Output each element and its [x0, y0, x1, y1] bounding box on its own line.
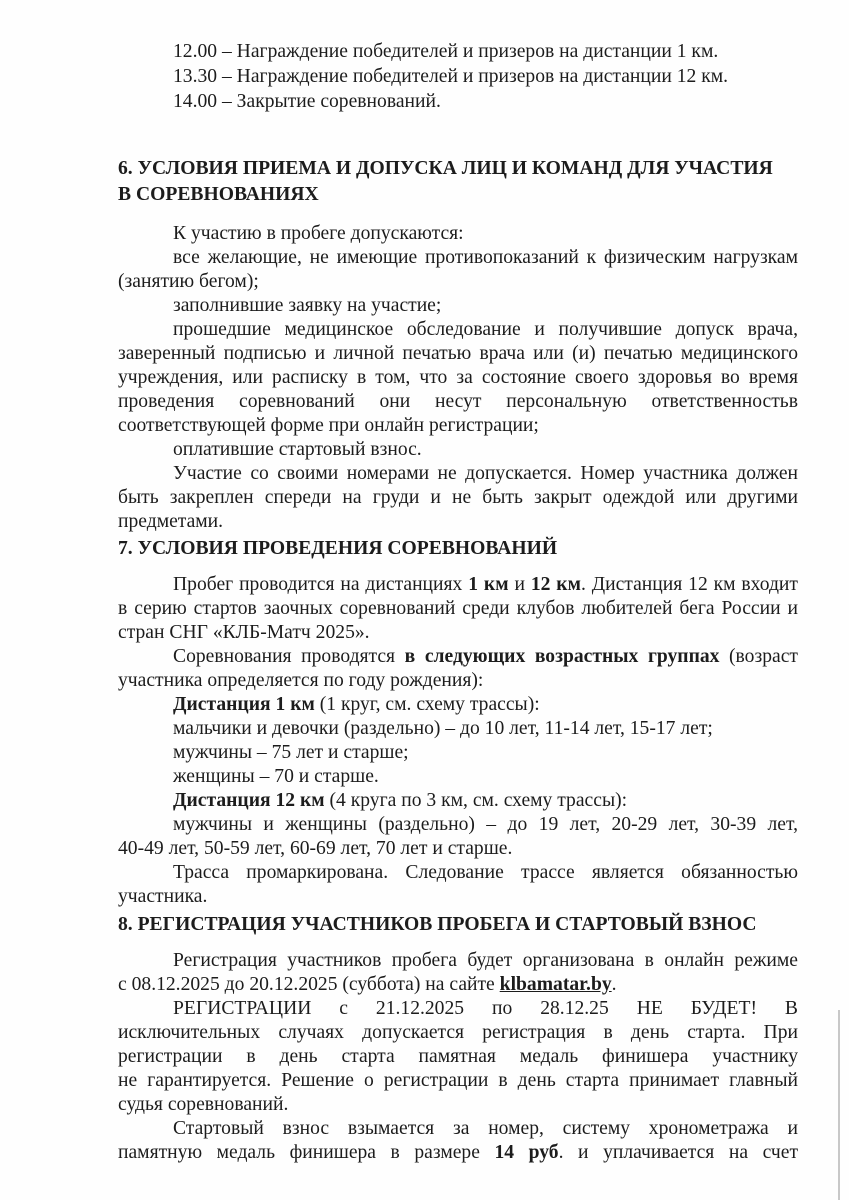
section-8-title: 8. РЕГИСТРАЦИЯ УЧАСТНИКОВ ПРОБЕГА И СТАРТОВЫЙ ВЗНОС — [118, 914, 757, 935]
paragraph-line: участника определяется по году рождения): — [118, 670, 484, 691]
text: . — [611, 974, 617, 995]
text: Соревнования проводятся — [173, 646, 405, 667]
bold-text: 1 км — [468, 574, 509, 595]
text: . и уплачивается на счет — [558, 1142, 799, 1163]
paragraph-line: судья соревнований. — [118, 1094, 289, 1115]
text: и — [508, 574, 531, 595]
bold-text: 12 км — [530, 574, 581, 595]
text: (4 круга по 3 км, см. схему трассы): — [324, 790, 628, 811]
paragraph-line: заверенный подписью и личной печатью врача или (и) печатью медицинского — [118, 343, 798, 364]
age-group-line: 40-49 лет, 50-59 лет, 60-69 лет, 70 лет и старше. — [118, 838, 513, 859]
text: (возраст — [719, 646, 798, 667]
bold-text: в следующих возрастных группах — [404, 646, 720, 667]
paragraph-line — [118, 1141, 798, 1165]
paragraph-line — [118, 973, 798, 997]
age-group-line: женщины – 70 и старше. — [173, 766, 379, 787]
text: . Дистанция 12 км входит — [580, 574, 798, 595]
paragraph-line: Регистрация участников пробега будет организована в онлайн режиме — [173, 950, 798, 971]
paragraph-line: РЕГИСТРАЦИИ с 21.12.2025 по 28.12.25 НЕ БУДЕТ! В — [173, 998, 798, 1019]
paragraph-line — [173, 645, 798, 669]
bold-text: Дистанция 1 км — [173, 694, 315, 715]
paragraph-line: заполнившие заявку на участие; — [173, 295, 442, 316]
paragraph-line: участника. — [118, 886, 208, 907]
paragraph-line: быть закреплен спереди на груди и не быть закрыт одеждой или другими — [118, 487, 798, 508]
paragraph-line: оплатившие стартовый взнос. — [173, 439, 422, 460]
paragraph-line: стран СНГ «КЛБ-Матч 2025». — [118, 622, 370, 643]
text: (1 круг, см. схему трассы): — [314, 694, 540, 715]
section-7-title: 7. УСЛОВИЯ ПРОВЕДЕНИЯ СОРЕВНОВАНИЙ — [118, 538, 558, 559]
paragraph-line: все желающие, не имеющие противопоказаний к физическим нагрузкам — [173, 247, 798, 268]
paragraph-line: исключительных случаях допускается регистрация в день старта. При — [118, 1022, 798, 1043]
schedule-item: 13.30 – Награждение победителей и призеров на дистанции 12 км. — [173, 66, 729, 87]
paragraph-line: проведения соревнований они несут персональную ответственностьв — [118, 391, 798, 412]
schedule-item: 12.00 – Награждение победителей и призеров на дистанции 1 км. — [173, 41, 719, 62]
distance-12km-heading — [173, 789, 627, 813]
section-6-title-cont: В СОРЕВНОВАНИЯХ — [118, 184, 319, 205]
distance-1km-heading — [173, 693, 540, 717]
schedule-item: 14.00 – Закрытие соревнований. — [173, 91, 441, 112]
text: с 08.12.2025 до 20.12.2025 (суббота) на сайте — [118, 974, 500, 995]
text: Пробег проводится на дистанциях — [173, 574, 469, 595]
paragraph-line: не гарантируется. Решение о регистрации в день старта принимает главный — [118, 1070, 798, 1091]
paragraph-line: соответствующей форме при онлайн регистрации; — [118, 415, 539, 436]
scan-edge-line — [838, 1010, 840, 1200]
paragraph-line: прошедшие медицинское обследование и получившие допуск врача, — [173, 319, 798, 340]
paragraph-line: учреждения, или расписку в том, что за состояние своего здоровья во время — [118, 367, 798, 388]
paragraph-line: Трасса промаркирована. Следование трассе является обязанностью — [173, 862, 798, 883]
text: памятную медаль финишера в размере — [118, 1142, 495, 1163]
age-group-line: мальчики и девочки (раздельно) – до 10 лет, 11-14 лет, 15-17 лет; — [173, 718, 713, 739]
paragraph-line: предметами. — [118, 511, 224, 532]
paragraph-line: регистрации в день старта памятная медаль финишера участнику — [118, 1046, 798, 1067]
paragraph-line: в серию стартов заочных соревнований среди клубов любителей бега России и — [118, 598, 798, 619]
registration-site-link[interactable]: klbamatar.by — [499, 974, 612, 995]
paragraph-line: (занятию бегом); — [118, 271, 259, 292]
section-6-title: 6. УСЛОВИЯ ПРИЕМА И ДОПУСКА ЛИЦ И КОМАНД ДЛЯ УЧАСТИЯ — [118, 158, 773, 179]
paragraph-line — [173, 573, 798, 597]
bold-text: Дистанция 12 км — [173, 790, 325, 811]
paragraph-line: К участию в пробеге допускаются: — [173, 223, 464, 244]
paragraph-line: Участие со своими номерами не допускается. Номер участника должен — [173, 463, 798, 484]
age-group-line: мужчины – 75 лет и старше; — [173, 742, 409, 763]
bold-text: 14 руб — [494, 1142, 559, 1163]
paragraph-line: Стартовый взнос взымается за номер, систему хронометража и — [173, 1118, 798, 1139]
age-group-line: мужчины и женщины (раздельно) – до 19 лет, 20-29 лет, 30-39 лет, — [173, 814, 798, 835]
